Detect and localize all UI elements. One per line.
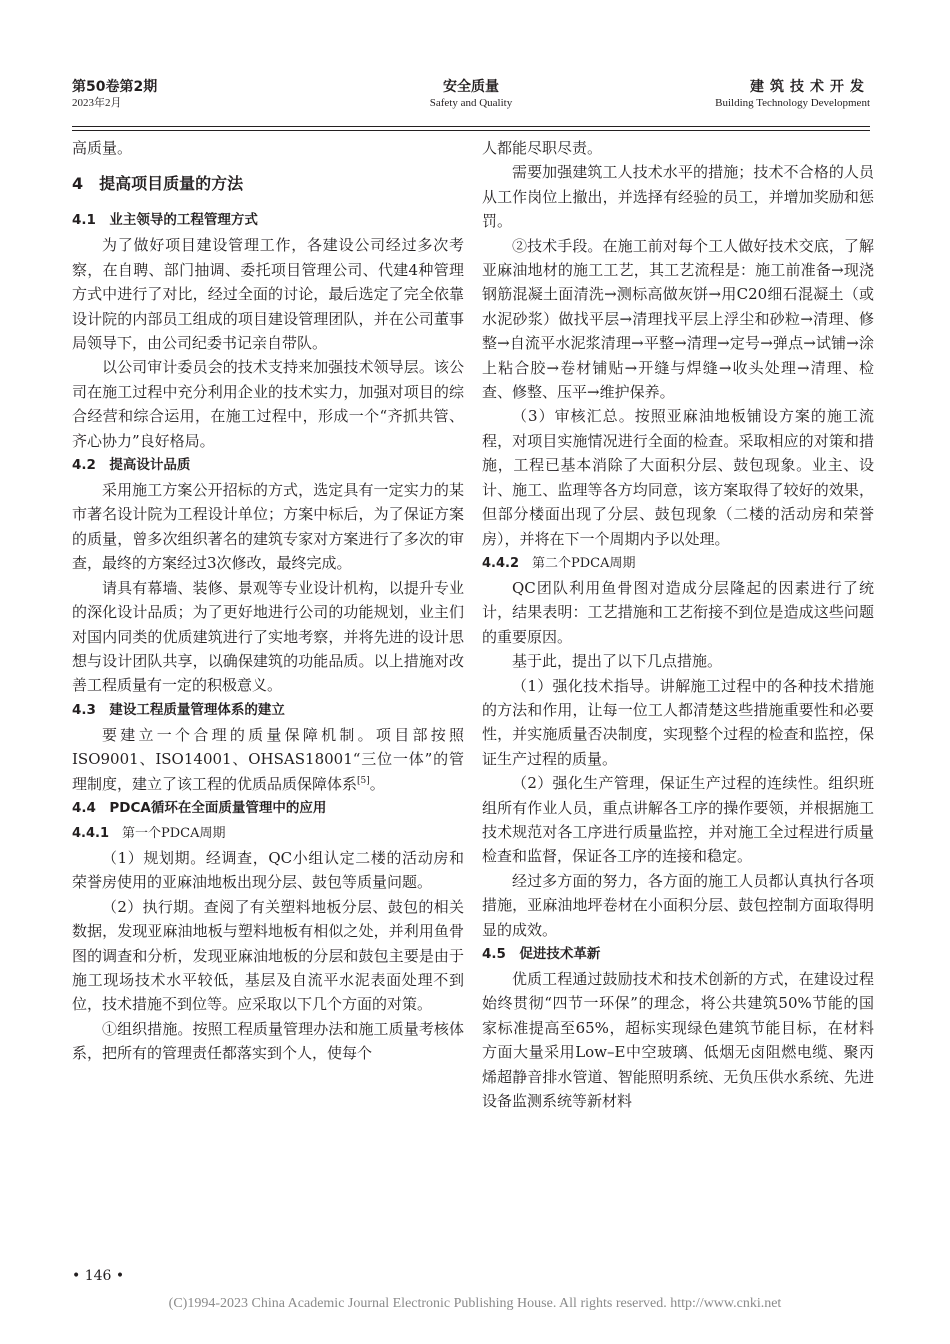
paragraph: ①组织措施。按照工程质量管理办法和施工质量考核体系，把所有的管理责任都落实到个人，使每个	[72, 1019, 464, 1063]
heading-text: 第一个PDCA周期	[122, 825, 226, 841]
heading-text: 第二个PDCA周期	[532, 555, 636, 571]
left-column	[72, 136, 464, 1066]
paragraph: 以公司审计委员会的技术支持来加强技术领导层。该公司在施工过程中充分利用企业的技术实力，加强对项目的综合经营和综合运用，在施工过程中，形成一个“齐抓共管、齐心协力”良好格局。	[72, 358, 464, 450]
copyright-footer: (C)1994-2023 China Academic Journal Electronic Publishing House. All rights reserved. http://www.cnki.net	[168, 1296, 782, 1311]
header-rule	[72, 126, 870, 131]
paragraph-end: 。	[369, 774, 385, 793]
subsection-heading: 4.5 促进技术革新	[482, 946, 601, 962]
paragraph	[72, 723, 464, 796]
paragraph: 采用施工方案公开招标的方式，选定具有一定实力的某市著名设计院为工程设计单位；方案中标后，为了保证方案的质量，曾多次组织著名的建筑专家对方案进行了多次的审查，最终的方案经过3次修改，最终完成。	[72, 481, 464, 573]
subsection-heading: 4.3 建设工程质量管理体系的建立	[72, 701, 285, 718]
paragraph: （2）执行期。查阅了有关塑料地板分层、鼓包的相关数据，发现亚麻油地板与塑料地板有相似之处，并利用鱼骨图的调查和分析，发现亚麻油地板的分层和鼓包主要是由于施工现场技术水平较低，基层及自流平水泥表面处理不到位，技术措施不到位等。应采取以下几个方面的对策。	[72, 897, 464, 1014]
paragraph: 优质工程通过鼓励技术和技术创新的方式，在建设过程始终贯彻“四节一环保”的理念，将公共建筑50%节能的国家标准提高至65%，超标实现绿色建筑节能目标，在材料方面大量采用Low–E中空玻璃、低烟无卤阻燃电缆、聚丙烯超静音排水管道、智能照明系统、无负压供水系统、先进设备监测系统等新材料	[482, 970, 874, 1111]
journal-name-cn: 建筑技术开发	[750, 79, 870, 95]
page-number: • 146 •	[72, 1268, 125, 1284]
paragraph: （3）审核汇总。按照亚麻油地板铺设方案的施工流程，对项目实施情况进行全面的检查。采取相应的对策和措施，工程已基本消除了大面积分层、鼓包现象。业主、设计、施工、监理等各方均同意，该方案取得了较好的效果，但部分楼面出现了分层、鼓包现象（二楼的活动房和荣誉房），并将在下一个周期内予以处理。	[482, 407, 874, 548]
paragraph: 高质量。	[72, 139, 133, 157]
subsubsection-heading	[482, 551, 874, 576]
volume-issue: 第50卷第2期	[72, 79, 158, 95]
right-column	[482, 136, 874, 1113]
paragraph: QC团队利用鱼骨图对造成分层隆起的因素进行了统计，结果表明：工艺措施和工艺衔接不到位是造成这些问题的重要原因。	[482, 578, 874, 646]
paragraph: 人都能尽职尽责。	[482, 139, 603, 157]
paragraph-text: 要建立一个合理的质量保障机制。项目部按照ISO9001、ISO14001、OHSAS18001“三位一体”的管理制度，建立了该工程的优质品质保障体系	[72, 725, 464, 793]
subsubsection-heading	[72, 821, 464, 846]
subsection-heading: 4.4 PDCA循环在全面质量管理中的应用	[72, 799, 327, 816]
page-header	[72, 78, 870, 122]
journal-name-en: Building Technology Development	[715, 97, 870, 109]
paragraph: 请具有幕墙、装修、景观等专业设计机构，以提升专业的深化设计品质；为了更好地进行公司的功能规划，业主们对国内同类的优质建筑进行了实地考察，并将先进的设计思想与设计团队共享，以确保建筑的功能品质。以上措施对改善工程质量有一定的积极意义。	[72, 578, 464, 695]
paragraph: （1）规划期。经调查，QC小组认定二楼的活动房和荣誉房使用的亚麻油地板出现分层、鼓包等质量问题。	[72, 848, 464, 892]
section-heading: 4 提高项目质量的方法	[72, 174, 244, 194]
paragraph: （2）强化生产管理，保证生产过程的连续性。组织班组所有作业人员，重点讲解各工序的操作要领，并根据施工技术规范对各工序进行质量监控，并对施工全过程进行质量检查和监督，保证各工序的连接和稳定。	[482, 774, 874, 866]
heading-number: 4.4.1	[72, 825, 123, 841]
paragraph: 基于此，提出了以下几点措施。	[512, 652, 723, 671]
journal-name	[715, 78, 870, 110]
heading-number: 4.4.2	[482, 555, 533, 571]
citation-ref: [5]	[357, 775, 370, 786]
section-title-cn: 安全质量	[443, 79, 499, 95]
paragraph: 为了做好项目建设管理工作，各建设公司经过多次考察，在自聘、部门抽调、委托项目管理公司、代建4种管理方式中进行了对比，经过全面的讨论，最后选定了完全依靠设计院的内部员工组成的项目建设管理团队，并在公司董事局领导下，由公司纪委书记亲自带队。	[72, 236, 464, 353]
subsection-heading: 4.1 业主领导的工程管理方式	[72, 212, 258, 229]
paragraph: ②技术手段。在施工前对每个工人做好技术交底，了解亚麻油地材的施工工艺，其工艺流程是：施工前准备→现浇钢筋混凝土面清洗→测标高做灰饼→用C20细石混凝土（或水泥砂浆）做找平层→清理找平层上浮尘和砂粒→清理、修整→自流平水泥浆清理→平整→清理→定号→弹点→试铺→涂上粘合胶→卷材铺贴→开缝与焊缝→收头处理→清理、检查、修整、压平→维护保养。	[482, 236, 874, 402]
paragraph: 需要加强建筑工人技术水平的措施；技术不合格的人员从工作岗位上撤出，并选择有经验的员工，并增加奖励和惩罚。	[482, 163, 874, 231]
section-title-en: Safety and Quality	[429, 97, 513, 109]
paragraph: （1）强化技术指导。讲解施工过程中的各种技术措施的方法和作用，让每一位工人都清楚这些措施重要性和必要性，并实施质量否决制度，实现整个过程的检查和监控，保证生产过程的质量。	[482, 676, 874, 768]
subsection-heading: 4.2 提高设计品质	[72, 457, 191, 474]
paragraph: 经过多方面的努力，各方面的施工人员都认真执行各项措施，亚麻油地坪卷材在小面积分层、鼓包控制方面取得明显的成效。	[482, 871, 874, 939]
publish-date: 2023年2月	[72, 97, 122, 109]
